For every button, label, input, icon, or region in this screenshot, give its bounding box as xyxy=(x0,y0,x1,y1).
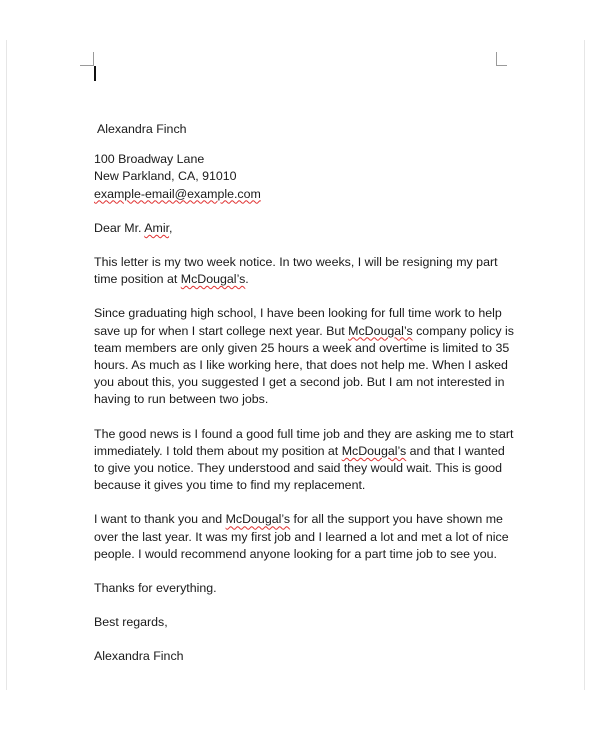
paragraph-new-job xyxy=(94,426,514,495)
address-line-2: New Parkland, CA, 91010 xyxy=(94,169,237,184)
thanks-line: Thanks for everything. xyxy=(94,581,217,596)
paragraph-thanks xyxy=(94,511,514,563)
company-name: McDougal’s xyxy=(225,512,291,527)
paragraph-text: for all the support you have shown me over the last year. It was my first job and I learned a lot and met a lot of nice people. I would recommend anyone looking for a part time job to see you. xyxy=(94,512,509,561)
paragraph-text: The good news is I found a good full time job and they are asking me to start immediately. I told them about my position at xyxy=(94,426,514,458)
crop-mark-top-left-horizontal xyxy=(80,65,94,66)
company-name: McDougal’s xyxy=(348,323,413,338)
signature: Alexandra Finch xyxy=(94,649,184,664)
salutation-prefix: Dear Mr. xyxy=(94,220,145,235)
crop-mark-top-right-horizontal xyxy=(496,65,507,66)
paragraph-reason xyxy=(94,305,514,408)
page-right-edge xyxy=(584,40,585,690)
page-left-edge xyxy=(6,40,7,690)
salutation xyxy=(94,220,514,237)
sender-email: example-email@example.com xyxy=(94,186,261,201)
address-line-1: 100 Broadway Lane xyxy=(94,152,205,167)
sender-address xyxy=(94,151,514,203)
paragraph-text: . xyxy=(245,272,249,287)
paragraph-notice xyxy=(94,254,514,288)
paragraph-text: company policy is team members are only given 25 hours a week and overtime is limited to 35 hours. As much as I like working here, that does not help me. When I asked you about this, you suggested I get a second job. But I am not interested in having to run between two jobs. xyxy=(94,323,514,407)
crop-mark-top-left xyxy=(93,52,94,66)
salutation-suffix: , xyxy=(169,220,173,235)
paragraph-text: and that I wanted to give you notice. They understood and said they would wait. This is good because it gives you time to find my replacement. xyxy=(94,443,505,493)
company-name: McDougal’s xyxy=(180,272,246,287)
paragraph-text: Since graduating high school, I have been looking for full time work to help save up for when I start college next year. But xyxy=(94,306,502,338)
closing-line: Best regards, xyxy=(94,615,168,630)
paragraph-text: This letter is my two week notice. In two weeks, I will be resigning my part time position at xyxy=(94,255,498,287)
paragraph-text: I want to thank you and xyxy=(94,512,226,527)
sender-name: Alexandra Finch xyxy=(97,122,187,136)
text-cursor xyxy=(94,66,96,81)
document-body[interactable] xyxy=(94,121,514,666)
company-name: McDougal’s xyxy=(341,443,407,458)
crop-mark-top-right xyxy=(496,52,497,66)
salutation-name: Amir xyxy=(144,220,170,235)
